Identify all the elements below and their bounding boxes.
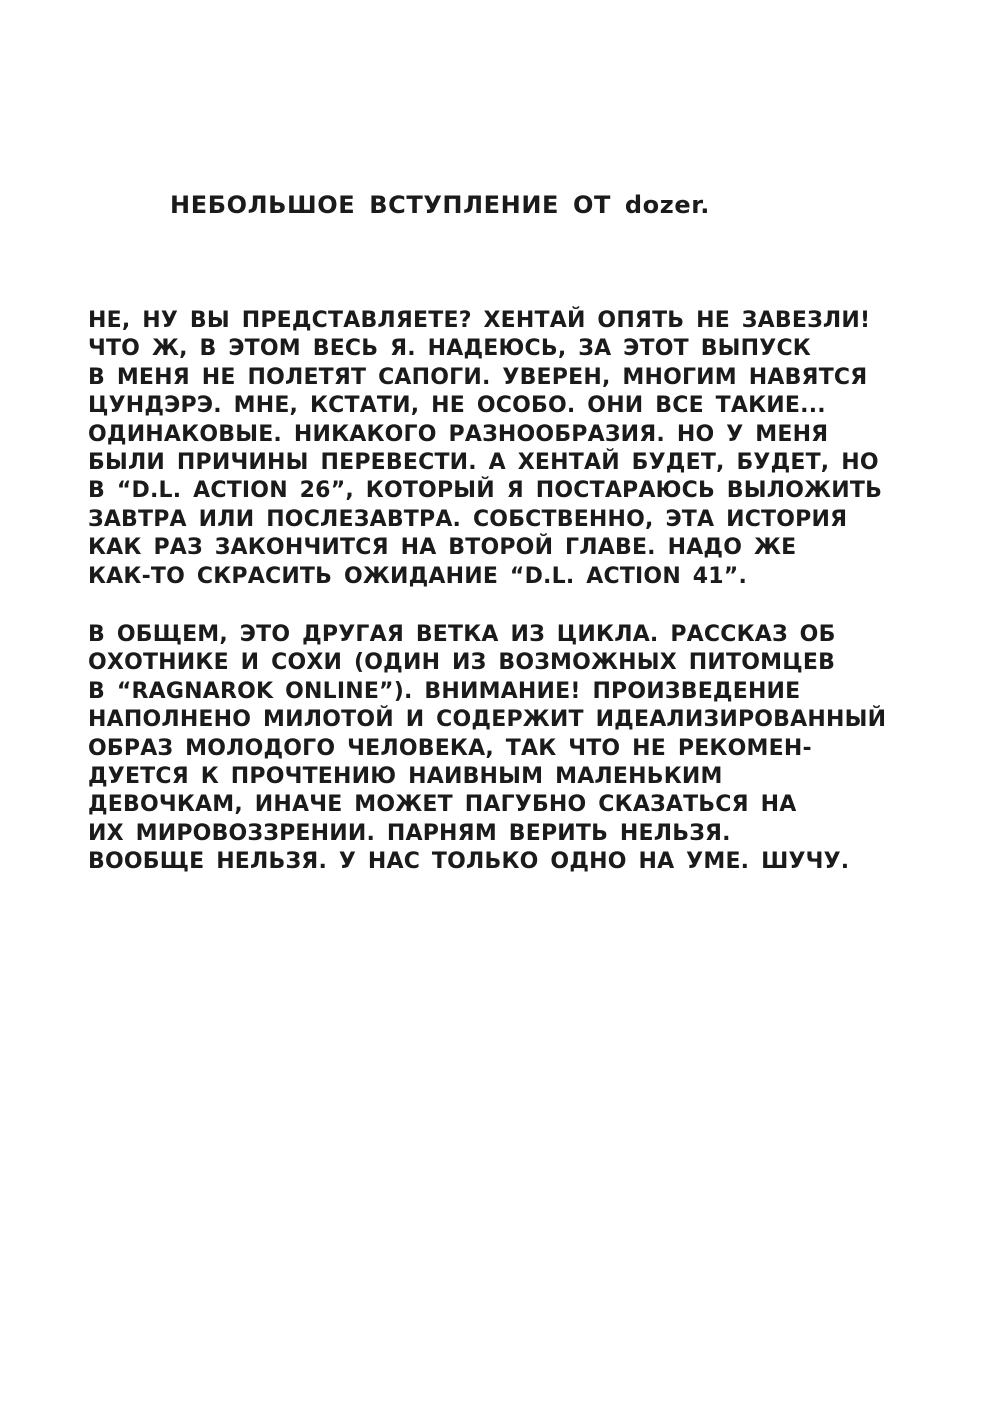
text-line: НАПОЛНЕНО МИЛОТОЙ И СОДЕРЖИТ ИДЕАЛИЗИРОВАННЫЙ [88,707,887,733]
text-line: В МЕНЯ НЕ ПОЛЕТЯТ САПОГИ. УВЕРЕН, МНОГИМ НАВЯТСЯ [88,364,868,390]
text-line: В “D.L. ACTION 26”, КОТОРЫЙ Я ПОСТАРАЮСЬ ВЫЛОЖИТЬ [88,478,883,504]
text-line: ОХОТНИКЕ И СОХИ (ОДИН ИЗ ВОЗМОЖНЫХ ПИТОМЦЕВ [88,650,836,676]
text-line: ЧТО Ж, В ЭТОМ ВЕСЬ Я. НАДЕЮСЬ, ЗА ЭТОТ ВЫПУСК [88,336,811,362]
text-line: ВООБЩЕ НЕЛЬЗЯ. У НАС ТОЛЬКО ОДНО НА УМЕ. ШУЧУ. [88,849,850,875]
text-line: ЦУНДЭРЭ. МНЕ, КСТАТИ, НЕ ОСОБО. ОНИ ВСЕ ТАКИЕ... [88,393,826,419]
text-line: В ОБЩЕМ, ЭТО ДРУГАЯ ВЕТКА ИЗ ЦИКЛА. РАССКАЗ ОБ [88,622,836,647]
text-line: ЗАВТРА ИЛИ ПОСЛЕЗАВТРА. СОБСТВЕННО, ЭТА ИСТОРИЯ [88,506,848,532]
text-line: БЫЛИ ПРИЧИНЫ ПЕРЕВЕСТИ. А ХЕНТАЙ БУДЕТ, БУДЕТ, НО [88,449,879,475]
text-line: ОБРАЗ МОЛОДОГО ЧЕЛОВЕКА, ТАК ЧТО НЕ РЕКОМЕН- [88,735,812,761]
text-line: ДУЕТСЯ К ПРОЧТЕНИЮ НАИВНЫМ МАЛЕНЬКИМ [88,763,723,789]
intro-paragraph-2 [88,621,948,877]
text-line: КАК-ТО СКРАСИТЬ ОЖИДАНИЕ “D.L. ACTION 41”. [88,563,748,589]
text-line: В “RAGNAROK ONLINE”). ВНИМАНИЕ! ПРОИЗВЕДЕНИЕ [88,678,801,704]
page-title: НЕБОЛЬШОЕ ВСТУПЛЕНИЕ ОТ dozer. [170,191,710,219]
text-line: ОДИНАКОВЫЕ. НИКАКОГО РАЗНООБРАЗИЯ. НО У МЕНЯ [88,421,829,447]
text-line: ДЕВОЧКАМ, ИНАЧЕ МОЖЕТ ПАГУБНО СКАЗАТЬСЯ НА [88,792,797,818]
text-line: КАК РАЗ ЗАКОНЧИТСЯ НА ВТОРОЙ ГЛАВЕ. НАДО ЖЕ [88,535,797,561]
text-line: ИХ МИРОВОЗЗРЕНИИ. ПАРНЯМ ВЕРИТЬ НЕЛЬЗЯ. [88,820,731,846]
text-line: НЕ, НУ ВЫ ПРЕДСТАВЛЯЕТЕ? ХЕНТАЙ ОПЯТЬ НЕ ЗАВЕЗЛИ! [88,308,871,333]
intro-paragraph-1 [88,307,948,591]
